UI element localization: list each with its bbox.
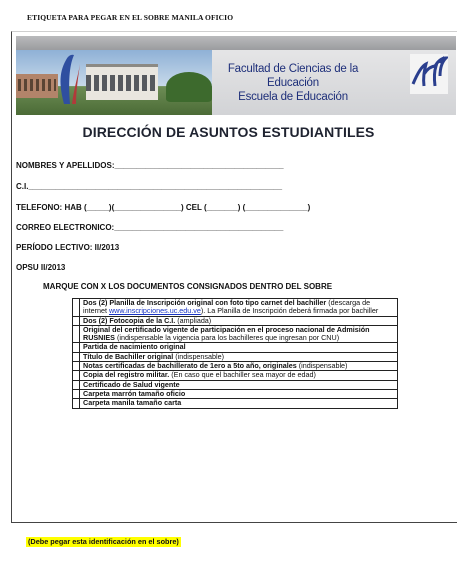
faculty-banner	[16, 36, 456, 115]
campus-building-left	[16, 74, 58, 98]
checkbox-cell[interactable]	[73, 362, 80, 371]
doc-title: Copia del registro militar.	[83, 370, 170, 380]
checkbox-cell[interactable]	[73, 352, 80, 361]
doc-title: Partida de nacimiento original	[83, 342, 186, 352]
checkbox-cell[interactable]	[73, 325, 80, 343]
campus-building-main	[86, 64, 158, 100]
doc-note: (En caso que el bachiller sea mayor de edad)	[169, 370, 316, 380]
document-item	[80, 299, 398, 317]
term-field: PERÍODO LECTIVO: II/2013	[16, 243, 120, 252]
checkbox-cell[interactable]	[73, 380, 80, 389]
document-item	[80, 325, 398, 343]
doc-note: (indispensable)	[296, 361, 348, 371]
email-field: CORREO ELECTRONICO:______________________________________	[16, 223, 284, 232]
table-row	[73, 325, 398, 343]
doc-title: Notas certificadas de bachillerato de 1ero a 5to año, originales	[83, 361, 297, 371]
phone-field: TELEFONO: HAB (_____)(_______________) CEL (_______) (______________)	[16, 203, 311, 212]
checkbox-cell[interactable]	[73, 343, 80, 352]
checkbox-cell[interactable]	[73, 399, 80, 408]
doc-title: Original del certificado vigente de participación en el proceso nacional de Admisión RUSNIES	[83, 324, 370, 343]
doc-note: (ampliada)	[175, 315, 212, 325]
doc-title: Dos (2) Planilla de Inscripción original con foto tipo carnet del bachiller	[83, 298, 327, 307]
label-heading: ETIQUETA PARA PEGAR EN EL SOBRE MANILA OFICIO	[27, 13, 234, 22]
instruction-text: MARQUE CON X LOS DOCUMENTOS CONSIGNADOS DENTRO DEL SOBRE	[43, 282, 333, 291]
names-field: NOMBRES Y APELLIDOS:______________________________________	[16, 161, 284, 170]
checkbox-cell[interactable]	[73, 299, 80, 317]
table-row	[73, 299, 398, 317]
university-logo-icon	[410, 54, 448, 94]
sculpture-icon	[56, 52, 82, 104]
inscription-link[interactable]: www.inscripciones.uc.edu.ve	[108, 306, 201, 316]
documents-checklist	[72, 298, 398, 409]
page-title: DIRECCIÓN DE ASUNTOS ESTUDIANTILES	[82, 124, 375, 140]
doc-title: Carpeta manila tamaño carta	[83, 398, 182, 408]
banner-top-strip	[16, 36, 456, 50]
table-row	[73, 399, 398, 408]
faculty-name	[213, 62, 373, 104]
checkbox-cell[interactable]	[73, 389, 80, 398]
campus-photo	[16, 50, 212, 115]
doc-title: Título de Bachiller original	[83, 351, 174, 361]
checkbox-cell[interactable]	[73, 316, 80, 325]
document-item	[80, 399, 398, 408]
school-line: Escuela de Educación	[238, 91, 348, 103]
opsu-field: OPSU II/2013	[16, 263, 66, 272]
doc-title: Dos (2) Fotocopia de la C.I.	[83, 315, 176, 325]
doc-title: Carpeta marrón tamaño oficio	[83, 388, 186, 398]
faculty-line: Facultad de Ciencias de la Educación	[227, 63, 359, 89]
campus-tree	[166, 72, 212, 102]
checkbox-cell[interactable]	[73, 371, 80, 380]
doc-note: (descarga de internet	[83, 298, 371, 316]
doc-note: ). La Planilla de Inscripción deberá firmada por bachiller	[200, 306, 379, 316]
doc-title: Certificado de Salud vigente	[83, 379, 180, 389]
doc-note: (indispensable)	[173, 351, 225, 361]
doc-note: (indispensable la vigencia para los bachilleres que ingresan por CNU)	[114, 333, 340, 343]
id-field: C.I._________________________________________________________	[16, 182, 283, 191]
footer-note: (Debe pegar esta identificación en el sobre)	[28, 537, 179, 546]
